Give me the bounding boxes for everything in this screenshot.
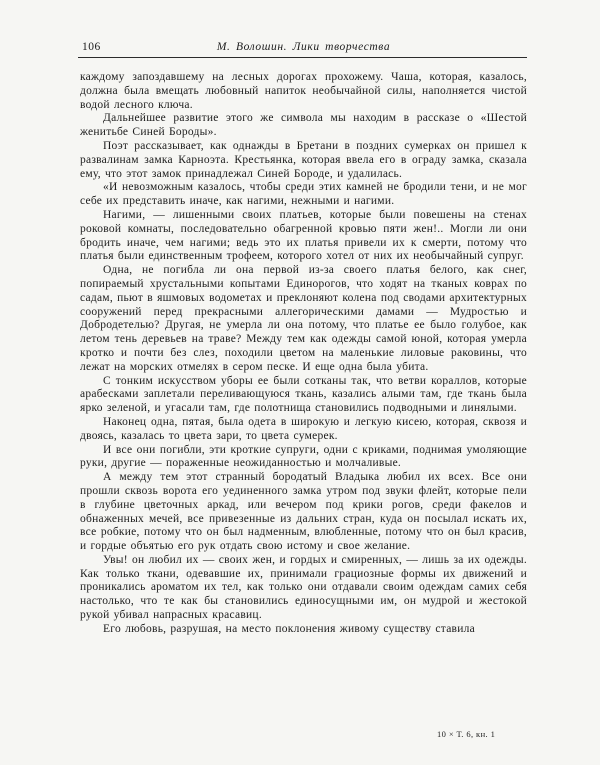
page-body xyxy=(80,71,527,637)
paragraph: Дальнейшее развитие этого же символа мы находим в рассказе о «Шестой женитьбе Синей Бороды». xyxy=(80,112,527,139)
paragraph: Наконец одна, пятая, была одета в широкую и легкую кисею, которая, сквозя и двоясь, казалась то цвета зари, то цвета сумерек. xyxy=(80,415,527,442)
paragraph: Его любовь, разрушая, на место поклонения живому существу ставила xyxy=(103,622,475,635)
paragraph: Увы! он любил их — своих жен, и гордых и смиренных, — лишь за их одежды. Как только ткани, одевавшие их, принимали грациозные формы их движений и проникались ароматом их тел, как только они отдавали своим одеждам самих себя настолько, что те как бы становились единосущными им, он мудрой и жестокой рукой убивал напрасных красавиц. xyxy=(80,553,527,622)
paragraph: «И невозможным казалось, чтобы среди этих камней не бродили тени, и не мог себе их представить иначе, как нагими, нежными и нагими. xyxy=(80,181,527,208)
paragraph: каждому запоздавшему на лесных дорогах прохожему. Чаша, которая, казалось, должна была вмещать любовный напиток необычайной силы, наполняется чистой водой лесного ключа. xyxy=(80,71,527,111)
paragraph: С тонким искусством уборы ее были сотканы так, что ветви кораллов, которые арабесками заплетали переливающуюся ткань, казались алыми там, где ткань была ярко зеленой, и угасали там, где полотнища становились подводными и линялыми. xyxy=(80,374,527,415)
paragraph: Одна, не погибла ли она первой из-за своего платья белого, как снег, попираемый хрустальными копытами Единорогов, что ходят на тканых коврах по садам, пьют в яшмовых водометах и преклоняют колена под сводами архитектурных сооружений перед прекрасными аллегорическими дамами — Мудростью и Добродетелью? Другая, не умерла ли она потому, что платье ее было голубое, как летом тень деревьев на траве? Между тем как одежды самой юной, которая умерла кротко и почти без слез, походили цветом на маленькие лиловые раковины, что лежат на морских отмелях в сером песке. И еще одна была убита. xyxy=(80,264,527,373)
page-header xyxy=(80,41,527,56)
paragraph: А между тем этот странный бородатый Владыка любил их всех. Все они прошли сквозь ворота его уединенного замка утром под звуки флейт, которые пели в глубине цветочных аркад, или вечером под крики рогов, среди факелов и обнаженных мечей, все привезенные из дальних стран, куда он посылал искать их, все робкие, потому что он был надменным, влюбленные, потому что он был красив, и гордые объятью его рук отдать свою истому и свое желание. xyxy=(80,471,527,553)
header-rule xyxy=(78,57,527,58)
paragraph: Поэт рассказывает, как однажды в Бретани в поздних сумерках он пришел к развалинам замка Карноэта. Крестьянка, которая ввела его в ограду замка, сказала ему, что этот замок принадлежал Синей Бороде, и удалилась. xyxy=(80,139,527,180)
page-number: 106 xyxy=(82,41,101,53)
paragraph: И все они погибли, эти кроткие супруги, одни с криками, поднимая умоляющие руки, другие — пораженные неожиданностью и молчаливые. xyxy=(80,443,527,470)
paragraph: Нагими, — лишенными своих платьев, которые были повешены на стенах роковой комнаты, последовательно обагренной кровью пяти жен!.. Могли ли они бродить иначе, чем нагими; ведь это их платья привели их к смерти, потому что платья были единственным трофеем, которого хотел от них их необычайный супруг. xyxy=(80,208,527,263)
signature-mark: 10 × Т. 6, кн. 1 xyxy=(437,729,496,739)
running-title: М. Волошин. Лики творчества xyxy=(216,41,391,53)
